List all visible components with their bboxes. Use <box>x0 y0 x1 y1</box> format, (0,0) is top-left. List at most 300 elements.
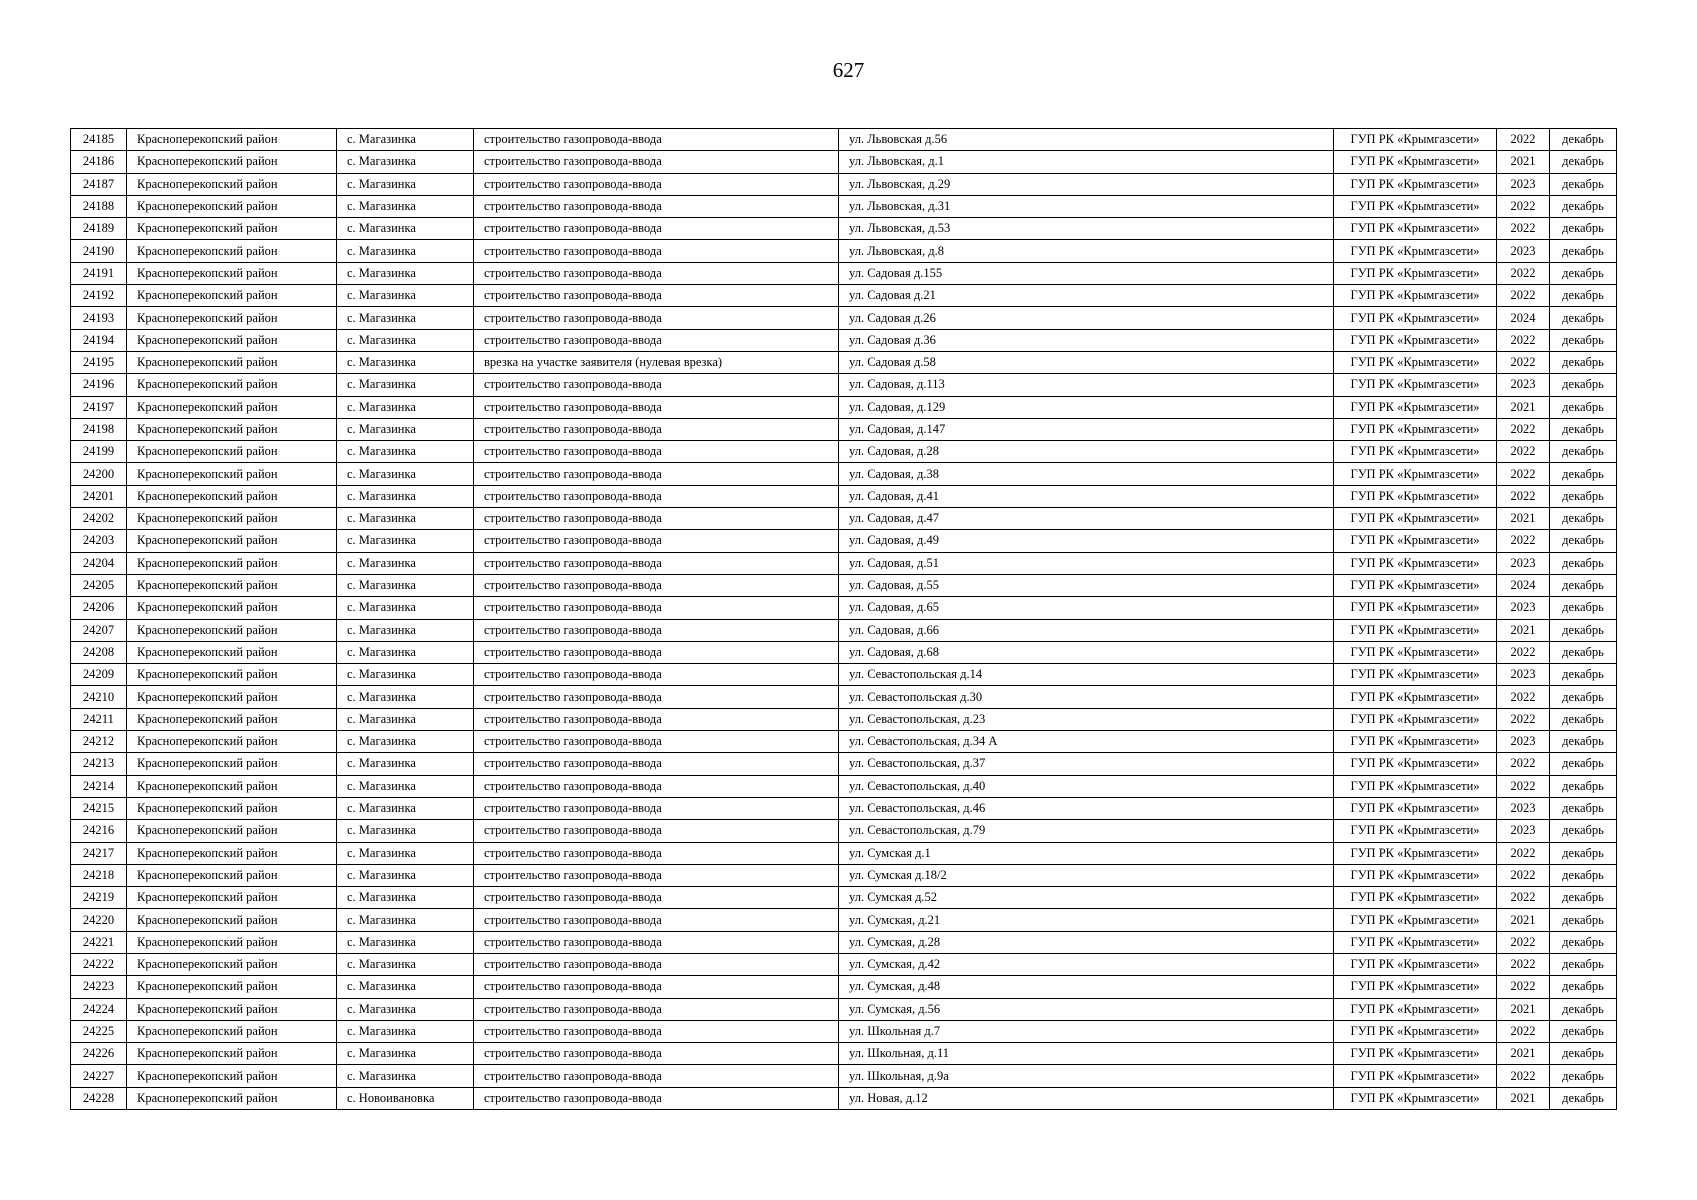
table-row <box>71 1020 1617 1042</box>
work-type-cell: строительство газопровода-ввода <box>474 842 839 864</box>
row-number-cell: 24205 <box>71 574 127 596</box>
work-type-cell: строительство газопровода-ввода <box>474 619 839 641</box>
work-type-cell: строительство газопровода-ввода <box>474 418 839 440</box>
address-cell: ул. Севастопольская, д.34 А <box>839 731 1334 753</box>
district-cell: Красноперекопский район <box>127 953 337 975</box>
work-type-cell: строительство газопровода-ввода <box>474 998 839 1020</box>
address-cell: ул. Сумская, д.48 <box>839 976 1334 998</box>
month-cell: декабрь <box>1550 129 1617 151</box>
row-number-cell: 24203 <box>71 530 127 552</box>
row-number-cell: 24190 <box>71 240 127 262</box>
village-cell: с. Магазинка <box>337 953 474 975</box>
table-row <box>71 1087 1617 1109</box>
month-cell: декабрь <box>1550 664 1617 686</box>
address-cell: ул. Севастопольская, д.23 <box>839 708 1334 730</box>
work-type-cell: строительство газопровода-ввода <box>474 641 839 663</box>
month-cell: декабрь <box>1550 463 1617 485</box>
district-cell: Красноперекопский район <box>127 664 337 686</box>
row-number-cell: 24198 <box>71 418 127 440</box>
work-type-cell: строительство газопровода-ввода <box>474 396 839 418</box>
address-cell: ул. Садовая, д.38 <box>839 463 1334 485</box>
village-cell: с. Магазинка <box>337 597 474 619</box>
district-cell: Красноперекопский район <box>127 307 337 329</box>
month-cell: декабрь <box>1550 329 1617 351</box>
address-cell: ул. Садовая, д.129 <box>839 396 1334 418</box>
year-cell: 2021 <box>1497 151 1550 173</box>
row-number-cell: 24216 <box>71 820 127 842</box>
row-number-cell: 24226 <box>71 1043 127 1065</box>
row-number-cell: 24220 <box>71 909 127 931</box>
month-cell: декабрь <box>1550 307 1617 329</box>
organization-cell: ГУП РК «Крымгазсети» <box>1334 664 1497 686</box>
table-row <box>71 240 1617 262</box>
year-cell: 2023 <box>1497 731 1550 753</box>
village-cell: с. Магазинка <box>337 552 474 574</box>
month-cell: декабрь <box>1550 953 1617 975</box>
month-cell: декабрь <box>1550 285 1617 307</box>
year-cell: 2022 <box>1497 842 1550 864</box>
table-row <box>71 441 1617 463</box>
address-cell: ул. Сумская, д.42 <box>839 953 1334 975</box>
year-cell: 2023 <box>1497 240 1550 262</box>
district-cell: Красноперекопский район <box>127 351 337 373</box>
address-cell: ул. Сумская, д.21 <box>839 909 1334 931</box>
row-number-cell: 24227 <box>71 1065 127 1087</box>
table-row <box>71 285 1617 307</box>
organization-cell: ГУП РК «Крымгазсети» <box>1334 753 1497 775</box>
address-cell: ул. Сумская, д.28 <box>839 931 1334 953</box>
village-cell: с. Магазинка <box>337 887 474 909</box>
work-type-cell: строительство газопровода-ввода <box>474 708 839 730</box>
year-cell: 2022 <box>1497 485 1550 507</box>
table-row <box>71 797 1617 819</box>
month-cell: декабрь <box>1550 218 1617 240</box>
organization-cell: ГУП РК «Крымгазсети» <box>1334 1043 1497 1065</box>
table-row <box>71 887 1617 909</box>
district-cell: Красноперекопский район <box>127 753 337 775</box>
row-number-cell: 24192 <box>71 285 127 307</box>
village-cell: с. Магазинка <box>337 285 474 307</box>
address-cell: ул. Сумская д.1 <box>839 842 1334 864</box>
table-row <box>71 708 1617 730</box>
row-number-cell: 24189 <box>71 218 127 240</box>
month-cell: декабрь <box>1550 552 1617 574</box>
organization-cell: ГУП РК «Крымгазсети» <box>1334 262 1497 284</box>
organization-cell: ГУП РК «Крымгазсети» <box>1334 686 1497 708</box>
work-type-cell: строительство газопровода-ввода <box>474 552 839 574</box>
row-number-cell: 24210 <box>71 686 127 708</box>
work-type-cell: строительство газопровода-ввода <box>474 686 839 708</box>
district-cell: Красноперекопский район <box>127 1020 337 1042</box>
district-cell: Красноперекопский район <box>127 820 337 842</box>
village-cell: с. Магазинка <box>337 262 474 284</box>
village-cell: с. Магазинка <box>337 1020 474 1042</box>
year-cell: 2023 <box>1497 173 1550 195</box>
year-cell: 2022 <box>1497 686 1550 708</box>
village-cell: с. Магазинка <box>337 708 474 730</box>
table-row <box>71 909 1617 931</box>
address-cell: ул. Львовская, д.53 <box>839 218 1334 240</box>
row-number-cell: 24225 <box>71 1020 127 1042</box>
month-cell: декабрь <box>1550 641 1617 663</box>
organization-cell: ГУП РК «Крымгазсети» <box>1334 909 1497 931</box>
work-type-cell: строительство газопровода-ввода <box>474 129 839 151</box>
organization-cell: ГУП РК «Крымгазсети» <box>1334 508 1497 530</box>
month-cell: декабрь <box>1550 485 1617 507</box>
district-cell: Красноперекопский район <box>127 240 337 262</box>
organization-cell: ГУП РК «Крымгазсети» <box>1334 396 1497 418</box>
table-row <box>71 508 1617 530</box>
district-cell: Красноперекопский район <box>127 463 337 485</box>
table-row <box>71 262 1617 284</box>
work-type-cell: строительство газопровода-ввода <box>474 374 839 396</box>
work-type-cell: строительство газопровода-ввода <box>474 307 839 329</box>
village-cell: с. Магазинка <box>337 931 474 953</box>
district-cell: Красноперекопский район <box>127 976 337 998</box>
village-cell: с. Магазинка <box>337 240 474 262</box>
work-type-cell: строительство газопровода-ввода <box>474 441 839 463</box>
year-cell: 2022 <box>1497 463 1550 485</box>
district-cell: Красноперекопский район <box>127 441 337 463</box>
row-number-cell: 24217 <box>71 842 127 864</box>
table-row <box>71 820 1617 842</box>
district-cell: Красноперекопский район <box>127 842 337 864</box>
year-cell: 2023 <box>1497 552 1550 574</box>
table-row <box>71 329 1617 351</box>
organization-cell: ГУП РК «Крымгазсети» <box>1334 619 1497 641</box>
year-cell: 2022 <box>1497 931 1550 953</box>
work-type-cell: строительство газопровода-ввода <box>474 262 839 284</box>
row-number-cell: 24191 <box>71 262 127 284</box>
year-cell: 2022 <box>1497 441 1550 463</box>
month-cell: декабрь <box>1550 173 1617 195</box>
table-row <box>71 418 1617 440</box>
year-cell: 2022 <box>1497 218 1550 240</box>
district-cell: Красноперекопский район <box>127 931 337 953</box>
address-cell: ул. Львовская д.56 <box>839 129 1334 151</box>
row-number-cell: 24209 <box>71 664 127 686</box>
month-cell: декабрь <box>1550 1020 1617 1042</box>
village-cell: с. Магазинка <box>337 753 474 775</box>
village-cell: с. Магазинка <box>337 218 474 240</box>
address-cell: ул. Садовая, д.68 <box>839 641 1334 663</box>
table-row <box>71 664 1617 686</box>
village-cell: с. Магазинка <box>337 820 474 842</box>
row-number-cell: 24208 <box>71 641 127 663</box>
address-cell: ул. Садовая, д.28 <box>839 441 1334 463</box>
table-row <box>71 976 1617 998</box>
address-cell: ул. Львовская, д.1 <box>839 151 1334 173</box>
row-number-cell: 24212 <box>71 731 127 753</box>
year-cell: 2022 <box>1497 953 1550 975</box>
work-type-cell: строительство газопровода-ввода <box>474 664 839 686</box>
gasification-table <box>70 128 1617 1110</box>
district-cell: Красноперекопский район <box>127 262 337 284</box>
address-cell: ул. Садовая, д.147 <box>839 418 1334 440</box>
row-number-cell: 24186 <box>71 151 127 173</box>
village-cell: с. Магазинка <box>337 530 474 552</box>
table-body <box>71 129 1617 1110</box>
village-cell: с. Магазинка <box>337 998 474 1020</box>
village-cell: с. Магазинка <box>337 574 474 596</box>
address-cell: ул. Львовская, д.31 <box>839 195 1334 217</box>
year-cell: 2021 <box>1497 998 1550 1020</box>
district-cell: Красноперекопский район <box>127 574 337 596</box>
row-number-cell: 24201 <box>71 485 127 507</box>
table-row <box>71 641 1617 663</box>
month-cell: декабрь <box>1550 418 1617 440</box>
month-cell: декабрь <box>1550 731 1617 753</box>
table-row <box>71 396 1617 418</box>
month-cell: декабрь <box>1550 441 1617 463</box>
village-cell: с. Магазинка <box>337 797 474 819</box>
address-cell: ул. Львовская, д.8 <box>839 240 1334 262</box>
address-cell: ул. Севастопольская, д.79 <box>839 820 1334 842</box>
address-cell: ул. Садовая, д.47 <box>839 508 1334 530</box>
district-cell: Красноперекопский район <box>127 909 337 931</box>
district-cell: Красноперекопский район <box>127 151 337 173</box>
year-cell: 2022 <box>1497 708 1550 730</box>
year-cell: 2023 <box>1497 597 1550 619</box>
year-cell: 2023 <box>1497 820 1550 842</box>
month-cell: декабрь <box>1550 864 1617 886</box>
row-number-cell: 24188 <box>71 195 127 217</box>
address-cell: ул. Садовая, д.49 <box>839 530 1334 552</box>
year-cell: 2022 <box>1497 887 1550 909</box>
year-cell: 2022 <box>1497 775 1550 797</box>
organization-cell: ГУП РК «Крымгазсети» <box>1334 351 1497 373</box>
work-type-cell: строительство газопровода-ввода <box>474 953 839 975</box>
address-cell: ул. Сумская, д.56 <box>839 998 1334 1020</box>
year-cell: 2022 <box>1497 864 1550 886</box>
work-type-cell: строительство газопровода-ввода <box>474 151 839 173</box>
village-cell: с. Магазинка <box>337 374 474 396</box>
address-cell: ул. Садовая, д.55 <box>839 574 1334 596</box>
row-number-cell: 24199 <box>71 441 127 463</box>
organization-cell: ГУП РК «Крымгазсети» <box>1334 1065 1497 1087</box>
address-cell: ул. Школьная, д.11 <box>839 1043 1334 1065</box>
village-cell: с. Магазинка <box>337 396 474 418</box>
month-cell: декабрь <box>1550 530 1617 552</box>
village-cell: с. Магазинка <box>337 508 474 530</box>
address-cell: ул. Сумская д.18/2 <box>839 864 1334 886</box>
row-number-cell: 24222 <box>71 953 127 975</box>
work-type-cell: строительство газопровода-ввода <box>474 329 839 351</box>
organization-cell: ГУП РК «Крымгазсети» <box>1334 842 1497 864</box>
district-cell: Красноперекопский район <box>127 641 337 663</box>
row-number-cell: 24228 <box>71 1087 127 1109</box>
year-cell: 2021 <box>1497 619 1550 641</box>
row-number-cell: 24185 <box>71 129 127 151</box>
row-number-cell: 24219 <box>71 887 127 909</box>
district-cell: Красноперекопский район <box>127 508 337 530</box>
year-cell: 2021 <box>1497 1043 1550 1065</box>
organization-cell: ГУП РК «Крымгазсети» <box>1334 708 1497 730</box>
table-row <box>71 129 1617 151</box>
work-type-cell: строительство газопровода-ввода <box>474 909 839 931</box>
organization-cell: ГУП РК «Крымгазсети» <box>1334 976 1497 998</box>
address-cell: ул. Школьная д.7 <box>839 1020 1334 1042</box>
work-type-cell: строительство газопровода-ввода <box>474 1087 839 1109</box>
address-cell: ул. Садовая, д.65 <box>839 597 1334 619</box>
month-cell: декабрь <box>1550 753 1617 775</box>
village-cell: с. Магазинка <box>337 463 474 485</box>
month-cell: декабрь <box>1550 998 1617 1020</box>
district-cell: Красноперекопский район <box>127 485 337 507</box>
organization-cell: ГУП РК «Крымгазсети» <box>1334 731 1497 753</box>
organization-cell: ГУП РК «Крымгазсети» <box>1334 173 1497 195</box>
month-cell: декабрь <box>1550 262 1617 284</box>
work-type-cell: строительство газопровода-ввода <box>474 931 839 953</box>
address-cell: ул. Садовая д.36 <box>839 329 1334 351</box>
organization-cell: ГУП РК «Крымгазсети» <box>1334 240 1497 262</box>
table-row <box>71 574 1617 596</box>
organization-cell: ГУП РК «Крымгазсети» <box>1334 953 1497 975</box>
month-cell: декабрь <box>1550 797 1617 819</box>
month-cell: декабрь <box>1550 396 1617 418</box>
organization-cell: ГУП РК «Крымгазсети» <box>1334 329 1497 351</box>
address-cell: ул. Школьная, д.9а <box>839 1065 1334 1087</box>
organization-cell: ГУП РК «Крымгазсети» <box>1334 931 1497 953</box>
month-cell: декабрь <box>1550 909 1617 931</box>
organization-cell: ГУП РК «Крымгазсети» <box>1334 1020 1497 1042</box>
year-cell: 2024 <box>1497 307 1550 329</box>
row-number-cell: 24221 <box>71 931 127 953</box>
year-cell: 2022 <box>1497 195 1550 217</box>
month-cell: декабрь <box>1550 1043 1617 1065</box>
district-cell: Красноперекопский район <box>127 1043 337 1065</box>
table-row <box>71 530 1617 552</box>
year-cell: 2022 <box>1497 753 1550 775</box>
village-cell: с. Магазинка <box>337 686 474 708</box>
month-cell: декабрь <box>1550 574 1617 596</box>
district-cell: Красноперекопский район <box>127 1087 337 1109</box>
organization-cell: ГУП РК «Крымгазсети» <box>1334 530 1497 552</box>
village-cell: с. Новоивановка <box>337 1087 474 1109</box>
table-row <box>71 307 1617 329</box>
row-number-cell: 24196 <box>71 374 127 396</box>
table-row <box>71 998 1617 1020</box>
address-cell: ул. Сумская д.52 <box>839 887 1334 909</box>
address-cell: ул. Садовая, д.113 <box>839 374 1334 396</box>
district-cell: Красноперекопский район <box>127 887 337 909</box>
organization-cell: ГУП РК «Крымгазсети» <box>1334 307 1497 329</box>
row-number-cell: 24195 <box>71 351 127 373</box>
village-cell: с. Магазинка <box>337 151 474 173</box>
district-cell: Красноперекопский район <box>127 797 337 819</box>
address-cell: ул. Севастопольская, д.46 <box>839 797 1334 819</box>
table-row <box>71 485 1617 507</box>
village-cell: с. Магазинка <box>337 619 474 641</box>
row-number-cell: 24215 <box>71 797 127 819</box>
row-number-cell: 24218 <box>71 864 127 886</box>
work-type-cell: строительство газопровода-ввода <box>474 597 839 619</box>
address-cell: ул. Садовая, д.41 <box>839 485 1334 507</box>
village-cell: с. Магазинка <box>337 1043 474 1065</box>
district-cell: Красноперекопский район <box>127 396 337 418</box>
year-cell: 2022 <box>1497 418 1550 440</box>
organization-cell: ГУП РК «Крымгазсети» <box>1334 998 1497 1020</box>
year-cell: 2021 <box>1497 909 1550 931</box>
work-type-cell: строительство газопровода-ввода <box>474 530 839 552</box>
district-cell: Красноперекопский район <box>127 708 337 730</box>
organization-cell: ГУП РК «Крымгазсети» <box>1334 195 1497 217</box>
address-cell: ул. Новая, д.12 <box>839 1087 1334 1109</box>
organization-cell: ГУП РК «Крымгазсети» <box>1334 1087 1497 1109</box>
table-row <box>71 619 1617 641</box>
month-cell: декабрь <box>1550 195 1617 217</box>
district-cell: Красноперекопский район <box>127 775 337 797</box>
village-cell: с. Магазинка <box>337 775 474 797</box>
table-row <box>71 1043 1617 1065</box>
year-cell: 2021 <box>1497 1087 1550 1109</box>
year-cell: 2023 <box>1497 374 1550 396</box>
organization-cell: ГУП РК «Крымгазсети» <box>1334 218 1497 240</box>
row-number-cell: 24200 <box>71 463 127 485</box>
organization-cell: ГУП РК «Крымгазсети» <box>1334 374 1497 396</box>
row-number-cell: 24223 <box>71 976 127 998</box>
district-cell: Красноперекопский район <box>127 329 337 351</box>
table-row <box>71 463 1617 485</box>
village-cell: с. Магазинка <box>337 173 474 195</box>
row-number-cell: 24202 <box>71 508 127 530</box>
month-cell: декабрь <box>1550 619 1617 641</box>
month-cell: декабрь <box>1550 775 1617 797</box>
organization-cell: ГУП РК «Крымгазсети» <box>1334 463 1497 485</box>
village-cell: с. Магазинка <box>337 441 474 463</box>
month-cell: декабрь <box>1550 151 1617 173</box>
work-type-cell: врезка на участке заявителя (нулевая врезка) <box>474 351 839 373</box>
month-cell: декабрь <box>1550 351 1617 373</box>
row-number-cell: 24204 <box>71 552 127 574</box>
month-cell: декабрь <box>1550 842 1617 864</box>
organization-cell: ГУП РК «Крымгазсети» <box>1334 151 1497 173</box>
row-number-cell: 24187 <box>71 173 127 195</box>
work-type-cell: строительство газопровода-ввода <box>474 1043 839 1065</box>
table-row <box>71 731 1617 753</box>
table-row <box>71 218 1617 240</box>
district-cell: Красноперекопский район <box>127 218 337 240</box>
work-type-cell: строительство газопровода-ввода <box>474 574 839 596</box>
table-row <box>71 931 1617 953</box>
month-cell: декабрь <box>1550 820 1617 842</box>
year-cell: 2022 <box>1497 976 1550 998</box>
month-cell: декабрь <box>1550 887 1617 909</box>
work-type-cell: строительство газопровода-ввода <box>474 173 839 195</box>
work-type-cell: строительство газопровода-ввода <box>474 508 839 530</box>
village-cell: с. Магазинка <box>337 1065 474 1087</box>
organization-cell: ГУП РК «Крымгазсети» <box>1334 641 1497 663</box>
organization-cell: ГУП РК «Крымгазсети» <box>1334 485 1497 507</box>
organization-cell: ГУП РК «Крымгазсети» <box>1334 887 1497 909</box>
address-cell: ул. Садовая д.58 <box>839 351 1334 373</box>
address-cell: ул. Садовая, д.66 <box>839 619 1334 641</box>
table-row <box>71 953 1617 975</box>
year-cell: 2022 <box>1497 530 1550 552</box>
table-row <box>71 775 1617 797</box>
table-row <box>71 864 1617 886</box>
village-cell: с. Магазинка <box>337 909 474 931</box>
month-cell: декабрь <box>1550 597 1617 619</box>
village-cell: с. Магазинка <box>337 195 474 217</box>
work-type-cell: строительство газопровода-ввода <box>474 485 839 507</box>
month-cell: декабрь <box>1550 931 1617 953</box>
district-cell: Красноперекопский район <box>127 195 337 217</box>
work-type-cell: строительство газопровода-ввода <box>474 976 839 998</box>
row-number-cell: 24207 <box>71 619 127 641</box>
address-cell: ул. Севастопольская, д.37 <box>839 753 1334 775</box>
village-cell: с. Магазинка <box>337 641 474 663</box>
